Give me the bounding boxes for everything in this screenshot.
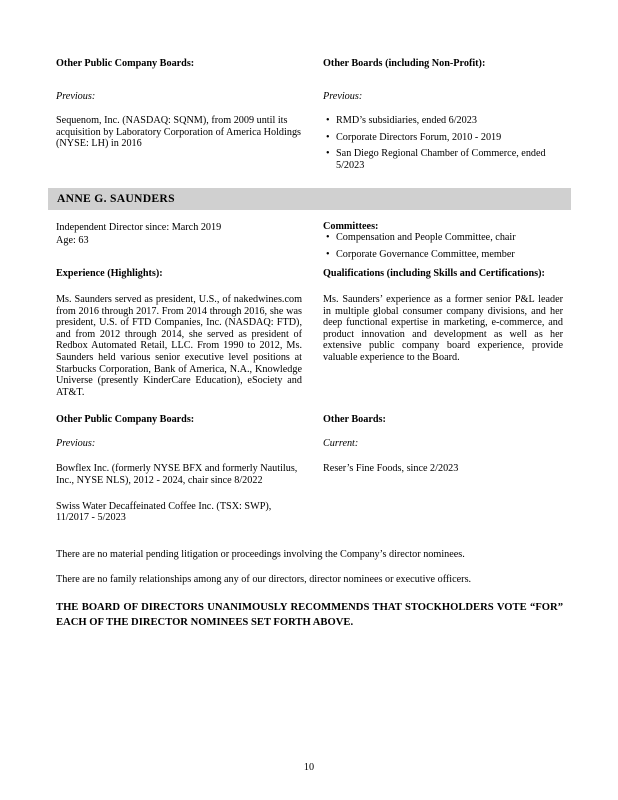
director-tenure-block [56,221,302,261]
experience-paragraph-row [56,294,563,398]
experience-heading-row [56,268,563,280]
board-entry: Swiss Water Decaffeinated Coffee Inc. (TSX: SWP), 11/2017 - 5/2023 [56,500,272,524]
director-age: Age: 63 [56,234,89,246]
committee-item: • Compensation and People Committee, chair [323,232,563,244]
committees-heading: Committees: [323,220,379,232]
committee-item: • Corporate Governance Committee, member [323,249,563,261]
director-public-boards-heading: Other Public Company Boards: [56,414,195,426]
board-bullet-item: • Corporate Directors Forum, 2010 - 2019 [323,132,563,144]
experience-heading: Experience (Highlights): [56,268,163,280]
director-boards-heading-row [56,414,563,426]
director-other-boards-entries [323,463,563,523]
experience-text: Ms. Saunders served as president, U.S., of nakedwines.com from 2016 through 2017. From 2014 through 2016, she was president, U.S. of FTD Companies, Inc. (NASDAQ: FTD), and from 2012 through 2014, she served as president of Redbox Automated Retail, LLC. From 1990 to 2012, Ms. Saunders held various senior executive level positions at Starbucks Corporation, Bank of America, N.A., Knowledge Universe (presently KinderCare Education), eSociety and AT&T. [56,293,302,398]
director-name-bar [48,188,571,210]
board-recommendation-statement: THE BOARD OF DIRECTORS UNANIMOUSLY RECOMMENDS THAT STOCKHOLDERS VOTE “FOR” EACH OF THE DIRECTOR NOMINEES SET FORTH ABOVE. [56,602,563,629]
director-info-row [56,221,563,261]
committees-list [323,232,563,260]
prior-boards-status-row [56,91,563,103]
director-boards-entries-row [56,463,563,523]
committees-block [323,221,563,261]
director-public-boards-entries [56,463,302,523]
director-name: ANNE G. SAUNDERS [57,191,175,205]
prior-other-boards-bullets [323,115,563,171]
prior-public-boards-entries [56,115,302,171]
director-public-boards-status: Previous: [56,437,96,449]
director-tenure: Independent Director since: March 2019 [56,221,222,233]
director-other-boards-status: Current: [323,437,359,449]
prior-boards-entries-row [56,115,563,171]
prior-boards-heading-row [56,58,563,70]
page-number: 10 [303,762,315,773]
qualifications-text: Ms. Saunders’ experience as a former senior P&L leader in multiple global consumer company divisions, and her deep functional expertise in marketing, e-commerce, and product innovation and development as well as her extensive public company board experience, provide valuable experience to the Board. [323,293,563,363]
director-other-boards-heading: Other Boards: [323,414,386,426]
board-bullet-item: • RMD’s subsidiaries, ended 6/2023 [323,115,563,127]
board-entry: Reser’s Fine Foods, since 2/2023 [323,463,459,475]
board-entry: Sequenom, Inc. (NASDAQ: SQNM), from 2009 until its acquisition by Laboratory Corporation of America Holdings (NYSE: LH) in 2016 [56,115,302,150]
prior-public-boards-status: Previous: [56,90,96,102]
director-boards-status-row [56,438,563,450]
prior-other-boards-heading: Other Boards (including Non-Profit): [323,58,486,69]
board-entry: Bowflex Inc. (formerly NYSE BFX and formerly Nautilus, Inc., NYSE NLS), 2012 - 2024, chair since 8/2022 [56,463,298,487]
qualifications-heading: Qualifications (including Skills and Certifications): [323,268,545,280]
board-bullet-item: • San Diego Regional Chamber of Commerce, ended 5/2023 [323,148,563,171]
litigation-statement: There are no material pending litigation or proceedings involving the Company’s director nominees. [56,548,465,560]
family-relationships-statement: There are no family relationships among any of our directors, director nominees or executive officers. [56,574,472,586]
prior-public-boards-heading: Other Public Company Boards: [56,58,195,69]
prior-other-boards-status: Previous: [323,90,363,102]
